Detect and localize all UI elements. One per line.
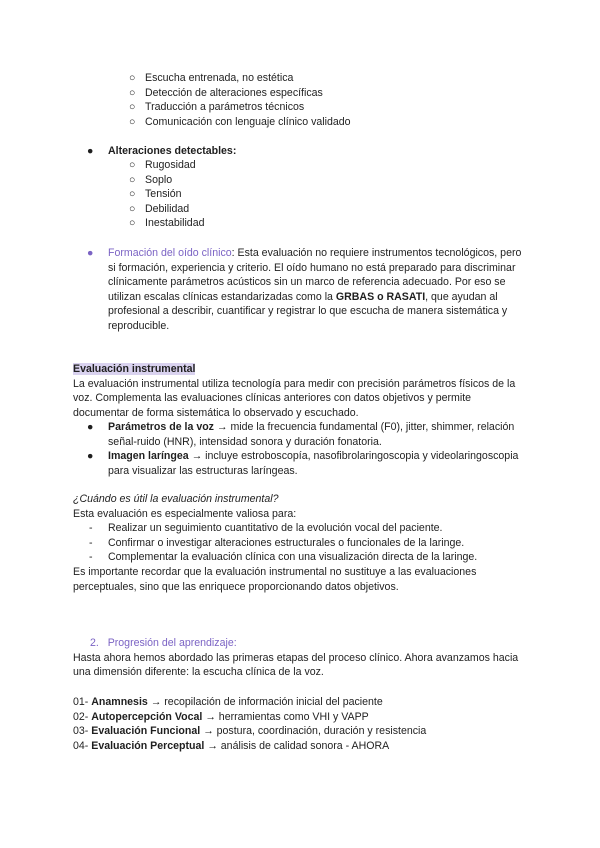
instrumental-list — [73, 420, 528, 478]
list-item: ● Parámetros de la voz → mide la frecuencia fundamental (F0), jitter, shimmer, relación señal-ruido (HNR), intensidad sonora y duración fonatoria. — [87, 421, 515, 448]
circle-bullet-icon: ○ — [129, 72, 136, 84]
paragraph: La evaluación instrumental utiliza tecnología para medir con precisión parámetros físicos de la voz. Complementa las evaluaciones clínicas anteriores con datos objetivos y permite documentar de forma sistemática lo observado y escuchado. — [73, 377, 516, 419]
uses-list — [73, 521, 528, 565]
list-item: ○ Traducción a parámetros técnicos — [129, 101, 305, 114]
instrumental-section — [73, 362, 528, 420]
question: ¿Cuándo es útil la evaluación instrumental? — [73, 493, 279, 505]
list-item: 03- Evaluación Funcional → postura, coordinación, duración y resistencia — [73, 725, 427, 738]
list-item: - Complementar la evaluación clínica con una visualización directa de la laringe. — [89, 551, 478, 564]
list-item: 01- Anamnesis → recopilación de información inicial del paciente — [73, 696, 383, 708]
section-heading: Evaluación instrumental — [73, 363, 196, 375]
bullet-icon: ● — [87, 450, 94, 463]
circle-bullet-icon: ○ — [129, 188, 136, 201]
steps-list — [73, 695, 528, 753]
list-item: ○ Soplo — [129, 173, 173, 186]
alteraciones-list — [129, 158, 584, 231]
paragraph: Esta evaluación es especialmente valiosa para: — [73, 507, 297, 520]
bullet-icon: ● — [87, 145, 94, 157]
list-item: 04- Evaluación Perceptual → análisis de calidad sonora - AHORA — [73, 739, 390, 752]
list-item: - Realizar un seguimiento cuantitativo de la evolución vocal del paciente. — [89, 522, 443, 534]
circle-bullet-icon: ○ — [129, 86, 136, 99]
question-block — [73, 492, 528, 521]
alteraciones-section — [73, 144, 528, 159]
list-item: ● Alteraciones detectables: — [87, 145, 237, 157]
paragraph: Es importante recordar que la evaluación instrumental no sustituye a las evaluaciones perceptuales, sino que las enriquece proporcionando datos objetivos. — [73, 566, 477, 593]
list-item: ○ Tensión — [129, 188, 182, 201]
closing-block — [73, 565, 528, 594]
list-item: ○ Detección de alteraciones específicas — [129, 86, 323, 99]
circle-bullet-icon: ○ — [129, 101, 136, 114]
progresion-section — [73, 636, 528, 680]
list-item: ○ Debilidad — [129, 202, 190, 215]
section-heading: 2. Progresión del aprendizaje: — [90, 637, 237, 649]
skills-list — [129, 71, 584, 129]
bullet-icon: ● — [87, 247, 94, 259]
list-item: ○ Rugosidad — [129, 159, 196, 171]
list-item: - Confirmar o investigar alteraciones estructurales o funcionales de la laringe. — [89, 536, 465, 549]
list-item: ● Formación del oído clínico: Esta evaluación no requiere instrumentos tecnológicos, pero si formación, experiencia y criterio. El oído humano no está preparado para discriminar clínicamente parámetros acústicos sin un marco de referencia adecuado. Por eso se utilizan escalas clínicas estandarizadas como la GRBAS o RASATI, que ayudan al profesional a describir, cuantificar y registrar lo que escucha de manera sistemática y reproducible. — [87, 247, 522, 332]
dash-bullet-icon: - — [89, 536, 93, 549]
paragraph: Hasta ahora hemos abordado las primeras etapas del proceso clínico. Ahora avanzamos hacia una dimensión diferente: la escucha clínica de la voz. — [73, 651, 519, 679]
list-item: ○ Escucha entrenada, no estética — [129, 72, 294, 84]
formacion-label: Formación del oído clínico — [108, 247, 232, 259]
dash-bullet-icon: - — [89, 551, 93, 564]
circle-bullet-icon: ○ — [129, 159, 136, 171]
circle-bullet-icon: ○ — [129, 202, 136, 215]
bullet-icon: ● — [87, 421, 94, 433]
list-item: ○ Comunicación con lenguaje clínico validado — [129, 115, 351, 128]
formacion-section — [73, 246, 528, 334]
circle-bullet-icon: ○ — [129, 173, 136, 186]
list-item: 02- Autopercepción Vocal → herramientas como VHI y VAPP — [73, 710, 369, 723]
circle-bullet-icon: ○ — [129, 115, 136, 128]
list-item: ● Imagen laríngea → incluye estroboscopía, nasofibrolaringoscopia y videolaringoscopia para visualizar las estructuras laríngeas. — [87, 450, 519, 477]
dash-bullet-icon: - — [89, 522, 93, 534]
circle-bullet-icon: ○ — [129, 217, 136, 230]
list-item: ○ Inestabilidad — [129, 217, 205, 230]
